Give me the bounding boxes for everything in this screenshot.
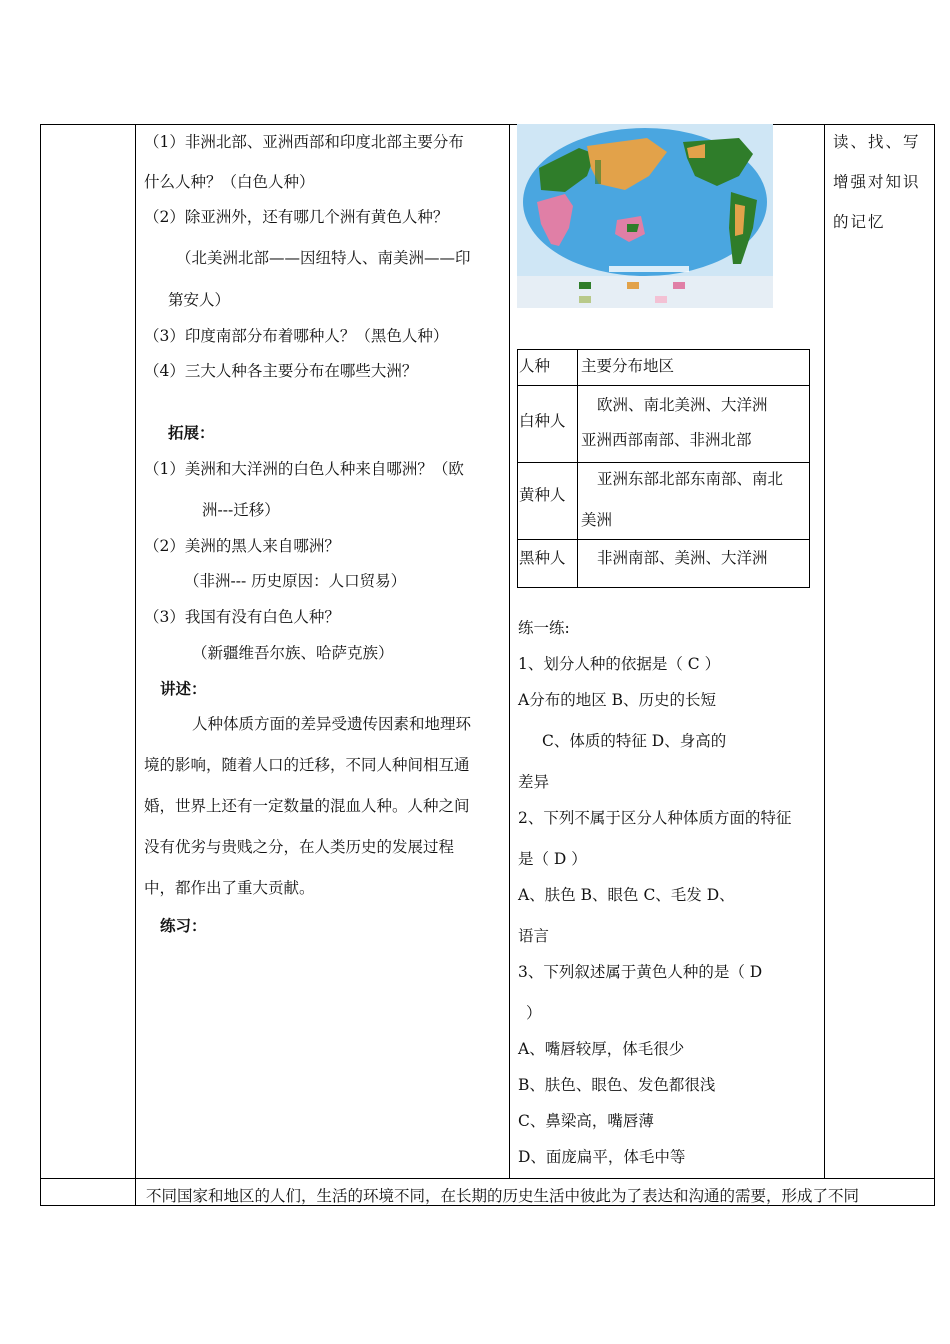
table-col-divider-2 xyxy=(509,124,510,1179)
exercise-1: 1、划分人种的依据是（ C ） xyxy=(518,655,721,673)
extension-3: （3）我国有没有白色人种？ xyxy=(144,608,340,626)
exercise-2-line2: 是（ D ） xyxy=(518,850,587,868)
question-3: （3）印度南部分布着哪种人？（黑色人种） xyxy=(144,327,449,345)
race-table-header-region: 主要分布地区 xyxy=(581,357,675,375)
race-table-left xyxy=(517,349,518,588)
race-table-black-label: 黑种人 xyxy=(519,549,566,567)
question-4: （4）三大人种各主要分布在哪些大洲？ xyxy=(144,362,418,380)
race-table-col-divider xyxy=(577,349,578,588)
exercise-3-option-b: B、肤色、眼色、发色都很浅 xyxy=(518,1076,716,1094)
design-intent-line1: 读、找、写 xyxy=(833,133,921,151)
lecture-line-1: 人种体质方面的差异受遗传因素和地理环 xyxy=(192,715,472,733)
race-table-black-line1: 非洲南部、美洲、大洋洲 xyxy=(597,549,768,567)
race-table-right xyxy=(809,349,810,588)
lecture-line-2: 境的影响，随着人口的迁移，不同人种间相互通 xyxy=(144,756,470,774)
question-1-line1: （1）非洲北部、亚洲西部和印度北部主要分布 xyxy=(144,133,464,151)
exercise-1-options-ab: A分布的地区 B、历史的长短 xyxy=(518,691,717,709)
design-intent-line2: 增强对知识 xyxy=(833,173,921,191)
exercise-3-option-d: D、面庞扁平，体毛中等 xyxy=(518,1148,686,1166)
exercise-2-options-cont: 语言 xyxy=(518,927,550,945)
extension-3-answer: （新疆维吾尔族、哈萨克族） xyxy=(192,644,394,662)
extension-1-line1: （1）美洲和大洋洲的白色人种来自哪洲？（欧 xyxy=(144,460,464,478)
table-right-border xyxy=(934,124,935,1206)
practice-heading: 练习： xyxy=(160,916,207,935)
lecture-heading: 讲述： xyxy=(160,679,207,698)
extension-2-answer: （非洲--- 历史原因：人口贸易） xyxy=(184,572,407,590)
exercise-3-line1: 3、下列叙述属于黄色人种的是（ D xyxy=(518,963,763,981)
race-table-white-line1: 欧洲、南北美洲、大洋洲 xyxy=(597,396,768,414)
race-distribution-table xyxy=(517,349,810,588)
lecture-line-3: 婚，世界上还有一定数量的混血人种。人种之间 xyxy=(144,797,470,815)
race-table-row-divider xyxy=(517,462,810,463)
race-table-top xyxy=(517,349,810,350)
question-2: （2）除亚洲外，还有哪几个洲有黄色人种？ xyxy=(144,208,449,226)
table-row-divider xyxy=(40,1178,935,1179)
race-table-white-label: 白种人 xyxy=(519,412,566,430)
race-table-header-race: 人种 xyxy=(519,357,551,375)
race-table-yellow-label: 黄种人 xyxy=(519,486,566,504)
question-2-answer-line1: （北美洲北部——因纽特人、南美洲——印 xyxy=(176,249,471,267)
table-top-border xyxy=(40,124,935,125)
table-col-divider-1 xyxy=(135,124,136,1206)
exercise-2-options: A、肤色 B、眼色 C、毛发 D、 xyxy=(518,886,735,904)
race-table-yellow-line2: 美洲 xyxy=(581,511,613,529)
exercise-3-option-a: A、嘴唇较厚，体毛很少 xyxy=(518,1040,685,1058)
race-table-bottom xyxy=(517,587,810,588)
extension-heading: 拓展： xyxy=(168,423,215,442)
table-left-border xyxy=(40,124,41,1206)
design-intent-line3: 的记忆 xyxy=(833,213,886,231)
question-2-answer-line2: 第安人） xyxy=(168,291,231,309)
exercise-heading: 练一练: xyxy=(518,619,570,637)
exercise-2-line1: 2、下列不属于区分人种体质方面的特征 xyxy=(518,809,792,827)
extension-2: （2）美洲的黑人来自哪洲？ xyxy=(144,537,340,555)
table-col-divider-3 xyxy=(824,124,825,1179)
exercise-3-line2: ） xyxy=(526,1004,542,1022)
exercise-1-options-cd: C、体质的特征 D、身高的 xyxy=(542,732,727,750)
lecture-line-4: 没有优劣与贵贱之分，在人类历史的发展过程 xyxy=(144,838,455,856)
question-1-line2: 什么人种？（白色人种） xyxy=(144,173,315,191)
exercise-1-options-cd-cont: 差异 xyxy=(518,773,550,791)
race-table-yellow-line1: 亚洲东部北部东南部、南北 xyxy=(597,470,784,488)
race-table-white-line2: 亚洲西部南部、非洲北部 xyxy=(581,431,752,449)
next-section-text: 不同国家和地区的人们，生活的环境不同，在长期的历史生活中彼此为了表达和沟通的需要，形成了不同 xyxy=(146,1187,860,1205)
extension-1-line2: 洲---迁移） xyxy=(202,501,280,519)
race-table-row-divider xyxy=(517,539,810,540)
world-race-distribution-map xyxy=(517,124,773,308)
race-table-row-divider xyxy=(517,385,810,386)
exercise-3-option-c: C、鼻梁高，嘴唇薄 xyxy=(518,1112,654,1130)
lecture-line-5: 中，都作出了重大贡献。 xyxy=(144,879,315,897)
